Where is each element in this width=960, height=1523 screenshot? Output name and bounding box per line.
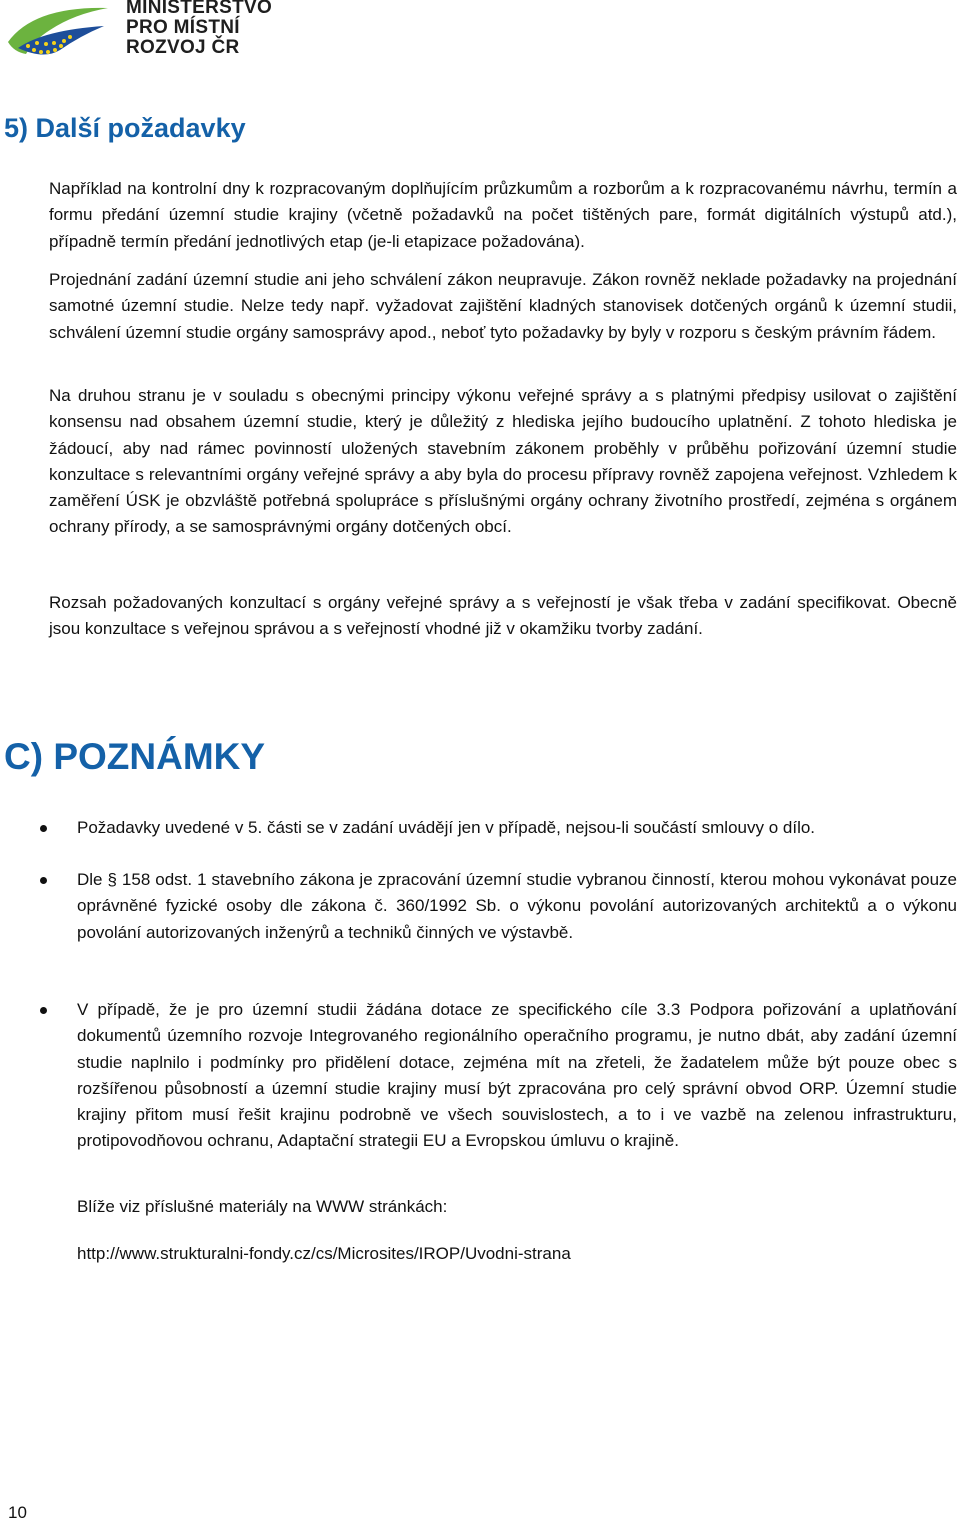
more-info-note: Blíže viz příslušné materiály na WWW stránkách: xyxy=(77,1197,448,1216)
bullet-icon xyxy=(40,825,47,832)
logo-line-2: PRO MÍSTNÍ xyxy=(126,17,240,38)
section-c-heading: C) POZNÁMKY xyxy=(4,736,266,777)
list-item-text: Požadavky uvedené v 5. části se v zadání uvádějí jen v případě, nejsou-li součástí smlouvy o dílo. xyxy=(77,818,816,837)
bullet-icon xyxy=(40,1007,47,1014)
ministry-emblem-icon xyxy=(4,2,116,58)
bullet-icon xyxy=(40,877,47,884)
section-5-paragraph-4: Rozsah požadovaných konzultací s orgány veřejné správy a s veřejností je však třeba v zadání specifikovat. Obecně jsou konzultace s veřejnou správou a s veřejností vhodné již v okamžiku tvorby zadání. xyxy=(49,593,957,639)
section-5-heading: 5) Další požadavky xyxy=(4,113,246,143)
logo-line-3: ROZVOJ ČR xyxy=(126,37,240,58)
page-number: 10 xyxy=(8,1503,27,1522)
section-5-paragraph-2: Projednání zadání územní studie ani jeho schválení zákon neupravuje. Zákon rovněž neklade požadavky na projednání samotné územní studie. Nelze tedy např. vyžadovat zajištění kladných stanovisek dotčených orgánů k územní studii, schválení územní studie orgány samosprávy apod., neboť tyto požadavky by byly v rozporu s českým právním řádem. xyxy=(49,270,957,342)
ministry-logo xyxy=(4,0,273,62)
section-5-paragraph-3: Na druhou stranu je v souladu s obecnými principy výkonu veřejné správy a s platnými předpisy usilovat o zajištění konsensu nad obsahem územní studie, který je důležitý z hlediska jejího budoucího uplatnění. Z tohoto hlediska je žádoucí, aby nad rámec povinností uložených stavebním zákonem proběhly v průběhu pořizování územní studie konzultace s relevantními orgány veřejné správy a aby byla do procesu přípravy rovněž zapojena veřejnost. Vzhledem k zaměření ÚSK je obzvláště potřebná spolupráce s příslušnými orgány ochrany životního prostředí, zejména s orgánem ochrany přírody, a se samosprávnými orgány dotčených obcí. xyxy=(49,386,957,537)
ministry-name xyxy=(126,0,272,58)
list-item-text: V případě, že je pro územní studii žádána dotace ze specifického cíle 3.3 Podpora pořizování a uplatňování dokumentů územního rozvoje Integrovaného regionálního operačního programu, je nutno dbát, aby zadání územní studie naplnilo i podmínky pro přidělení dotace, zejména mít na zřeteli, že žadatelem může být pouze obec s rozšířenou působností a územní studie krajiny musí být zpracována pro celý správní obvod ORP. Územní studie krajiny přitom musí řešit krajinu podrobně ve všech souvislostech, a to i ve vazbě na zelenou infrastrukturu, protipovodňovou ochranu, Adaptační strategii EU a Evropskou úmluvu o krajině. xyxy=(77,1000,957,1151)
section-5-paragraph-1: Například na kontrolní dny k rozpracovaným doplňujícím průzkumům a rozborům a k rozpracovanému návrhu, termín a formu předání územní studie krajiny (včetně požadavků na počet tištěných pare, formát digitálních výstupů atd.), případně termín předání jednotlivých etap (je-li etapizace požadována). xyxy=(49,179,957,251)
logo-line-1: MINISTERSTVO xyxy=(126,0,273,18)
irop-link[interactable]: http://www.strukturalni-fondy.cz/cs/Microsites/IROP/Uvodni-strana xyxy=(77,1244,571,1263)
list-item-text: Dle § 158 odst. 1 stavebního zákona je zpracování územní studie vybranou činností, kterou mohou vykonávat pouze oprávněné fyzické osoby dle zákona č. 360/1992 Sb. o výkonu povolání autorizovaných architektů a o výkonu povolání autorizovaných inženýrů a techniků činných ve výstavbě. xyxy=(77,870,957,942)
